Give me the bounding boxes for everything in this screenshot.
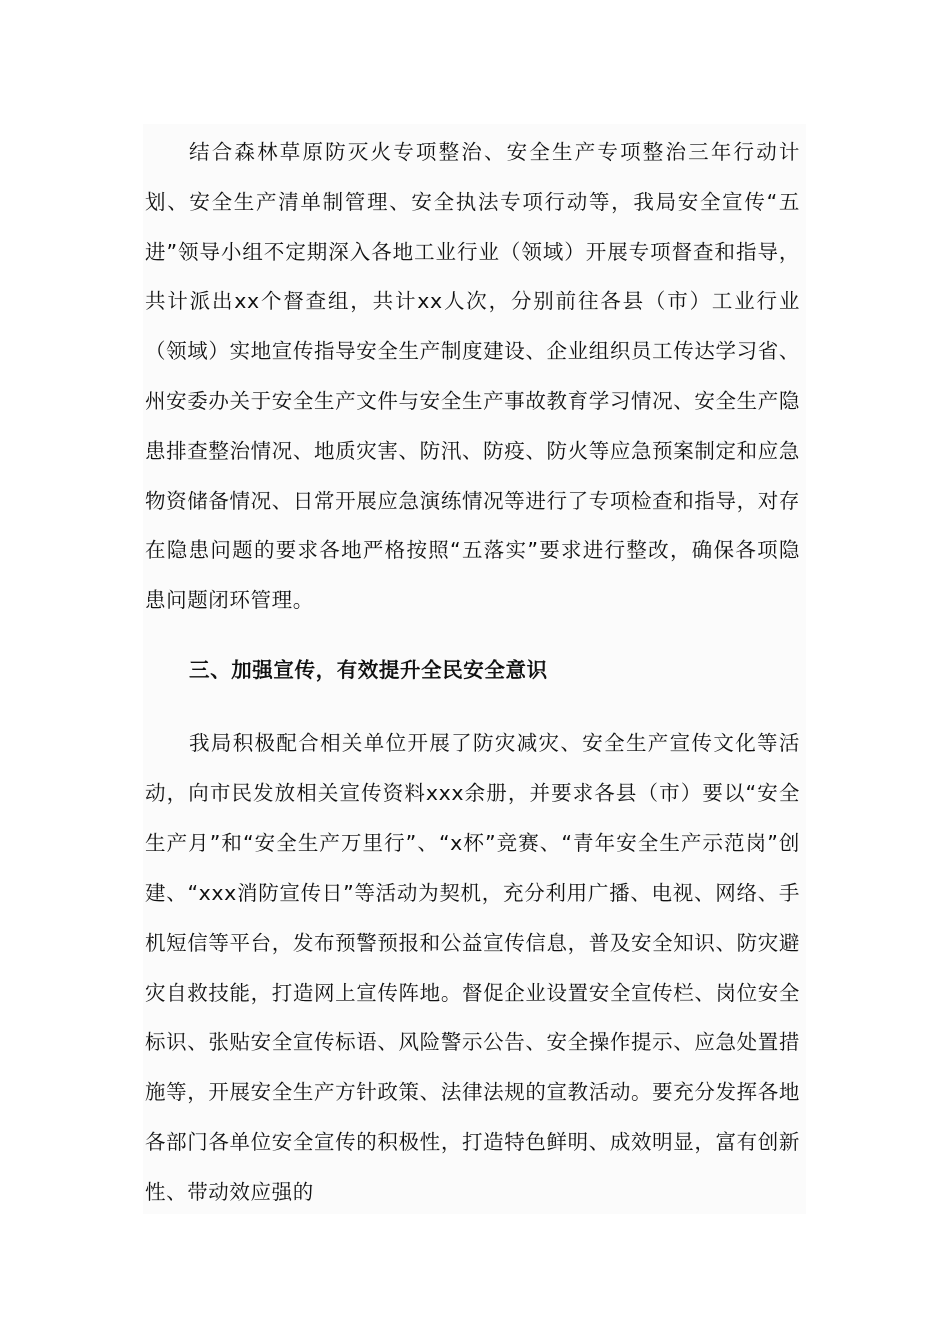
body-paragraph-publicity: 我局积极配合相关单位开展了防灾减灾、安全生产宣传文化等活动，向市民发放相关宣传资料xxx余册，并要求各县（市）要以“安全生产月”和“安全生产万里行”、“x杯”竞赛、“青年安全生产示范岗”创建、“xxx消防宣传日”等活动为契机，充分利用广播、电视、网络、手机短信等平台，发布预警预报和公益宣传信息，普及安全知识、防灾避灾自救技能，打造网上宣传阵地。督促企业设置安全宣传栏、岗位安全标识、张贴安全宣传标语、风险警示公告、安全操作提示、应急处置措施等，开展安全生产方针政策、法律法规的宣教活动。要充分发挥各地各部门各单位安全宣传的积极性，打造特色鲜明、成效明显，富有创新性、带动效应强的: [145, 731, 800, 1205]
section-heading-publicity: 三、加强宣传，有效提升全民安全意识: [189, 658, 548, 682]
body-paragraph-inspection: 结合森林草原防灭火专项整治、安全生产专项整治三年行动计划、安全生产清单制管理、安全执法专项行动等，我局安全宣传“五进”领导小组不定期深入各地工业行业（领域）开展专项督查和指导，共计派出xx个督查组，共计xx人次，分别前往各县（市）工业行业（领域）实地宣传指导安全生产制度建设、企业组织员工传达学习省、州安委办关于安全生产文件与安全生产事故教育学习情况、安全生产隐患排查整治情况、地质灾害、防汛、防疫、防火等应急预案制定和应急物资储备情况、日常开展应急演练情况等进行了专项检查和指导，对存在隐患问题的要求各地严格按照“五落实”要求进行整改，确保各项隐患问题闭环管理。: [145, 140, 800, 613]
